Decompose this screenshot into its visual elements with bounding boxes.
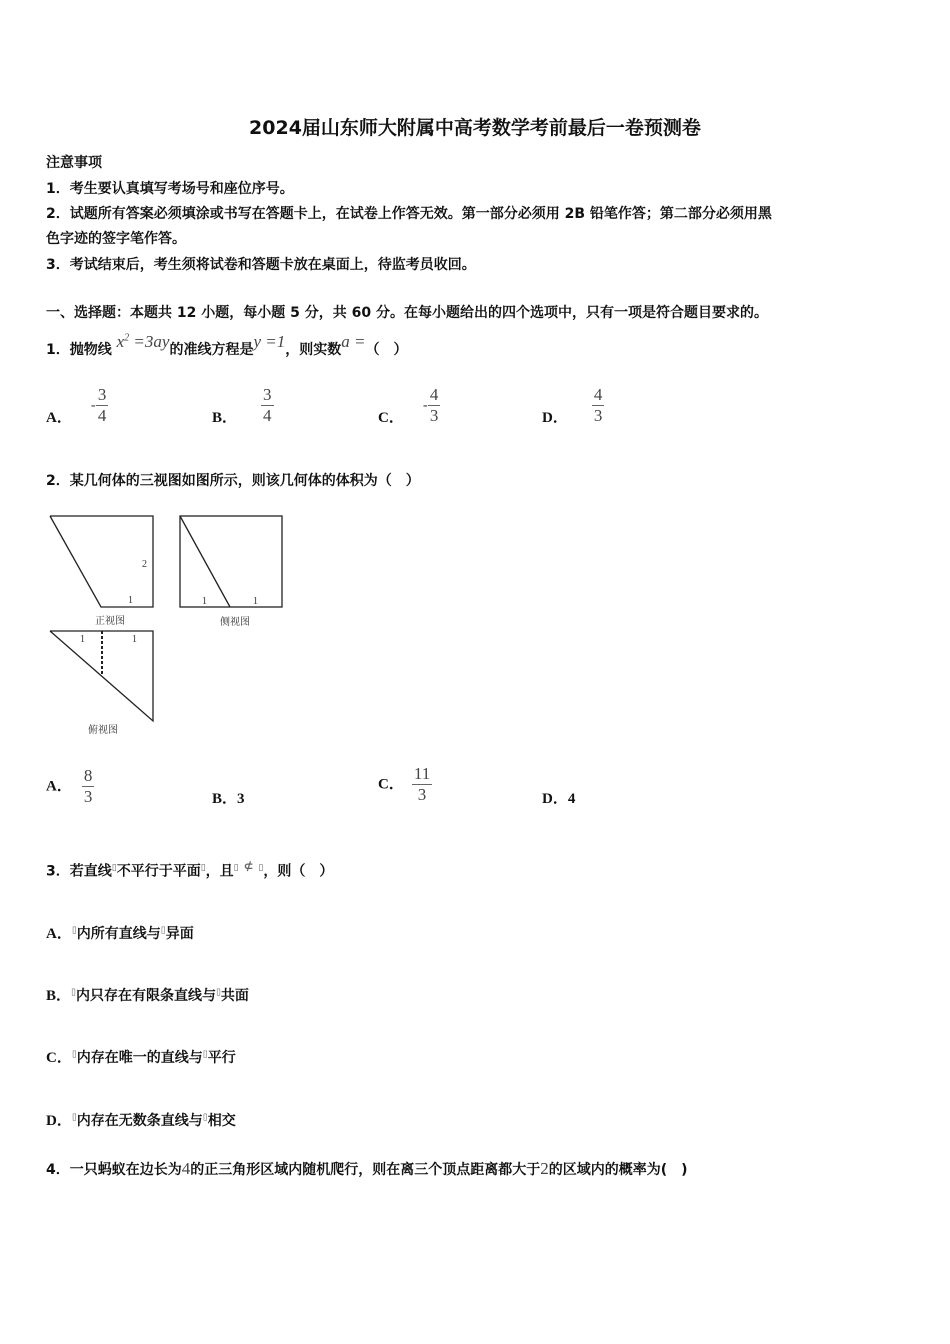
q1-option[interactable]: C．- $\frac{4}{3}$: [378, 385, 439, 426]
q1-option[interactable]: B． $\frac{3}{4}$: [212, 385, 272, 426]
notes-heading: 注意事项: [46, 155, 102, 171]
note-item: 2．试题所有答案必须填涂或书写在答题卡上，在试卷上作答无效。第一部分必须用 2B 铅笔作答；第二部分必须用黑: [46, 206, 772, 222]
missing-glyph: ▯: [258, 863, 264, 873]
q2-option-b[interactable]: B．3: [212, 791, 245, 807]
note-item: 3．考试结束后，考生须将试卷和答题卡放在桌面上，待监考员收回。: [46, 257, 476, 273]
top-view: [50, 631, 153, 721]
section-heading: 一、选择题：本题共 12 小题，每小题 5 分，共 60 分。在每小题给出的四个选项中，只有一项是符合题目要求的。: [46, 305, 768, 321]
top-width-label: 1: [132, 634, 137, 645]
question-3: 3．若直线▯不平行于平面▯，且▯ ⊄ ▯，则（ ）: [46, 859, 334, 880]
missing-glyph: ▯: [233, 863, 239, 873]
q3-option[interactable]: C．▯内存在唯一的直线与▯平行: [46, 1049, 236, 1066]
side-view: [180, 516, 282, 607]
q3-option[interactable]: B．▯内只存在有限条直线与▯共面: [46, 987, 249, 1004]
q1-eq2: y =1: [253, 332, 286, 351]
q1-eq1: $x^2 =3ay$: [116, 332, 170, 351]
side-width-label: 1: [202, 596, 207, 607]
q2-option-d[interactable]: D．4: [542, 791, 576, 807]
q3-option[interactable]: A．▯内所有直线与▯异面: [46, 925, 194, 942]
note-item: 色字迹的签字笔作答。: [46, 231, 186, 247]
q1-option[interactable]: D． $\frac{4}{3}$: [542, 385, 603, 426]
question-1: [46, 332, 408, 359]
q1-text: （ ）: [365, 342, 408, 358]
front-view-label: 正视图: [95, 616, 125, 627]
front-height-label: 2: [142, 559, 147, 570]
front-view: [50, 516, 153, 607]
side-width-label: 1: [253, 596, 258, 607]
q1-text: 1．抛物线: [46, 342, 112, 358]
question-2: 2．某几何体的三视图如图所示，则该几何体的体积为（ ）: [46, 473, 420, 489]
q1-eq3: a =: [341, 332, 366, 351]
q2-option-c[interactable]: C． $\frac{11}{3}$: [378, 764, 431, 804]
q1-text: 的准线方程是: [169, 342, 254, 358]
top-width-label: 1: [80, 634, 85, 645]
not-subset-symbol: ⊄: [243, 859, 254, 873]
q2-option-a[interactable]: A． $\frac{8}{3}$: [46, 766, 93, 806]
q1-option[interactable]: A．- $\frac{3}{4}$: [46, 385, 107, 426]
note-item: 1．考生要认真填写考场号和座位序号。: [46, 181, 294, 197]
question-4: 4．一只蚂蚁在边长为4的正三角形区域内随机爬行，则在离三个顶点距离都大于2的区域内的概率为( ): [46, 1159, 688, 1178]
missing-glyph: ▯: [200, 863, 206, 873]
front-width-label: 1: [128, 595, 133, 606]
top-view-label: 俯视图: [88, 725, 118, 736]
q1-text: ，则实数: [285, 342, 342, 358]
q3-option[interactable]: D．▯内存在无数条直线与▯相交: [46, 1112, 236, 1129]
side-view-label: 侧视图: [220, 617, 250, 628]
page-title: 2024届山东师大附属中高考数学考前最后一卷预测卷: [249, 117, 701, 139]
missing-glyph: ▯: [111, 863, 117, 873]
three-view-figure: [40, 505, 300, 745]
